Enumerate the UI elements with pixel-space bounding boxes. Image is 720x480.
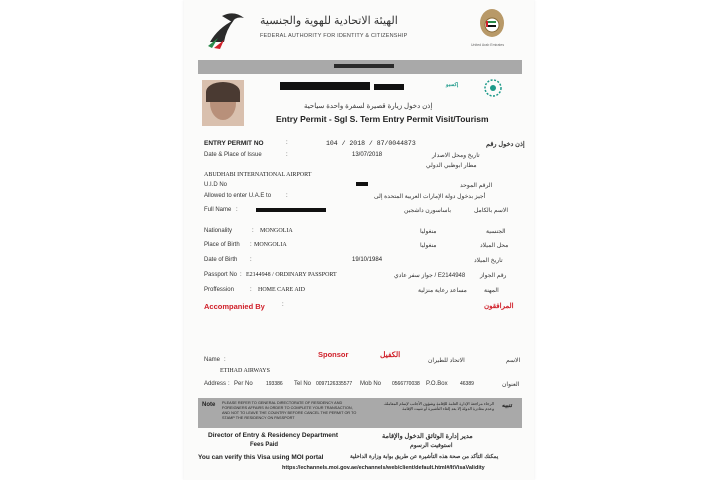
permit-no-label-arabic: إذن دخول رقم <box>486 141 525 148</box>
expo-flower-icon <box>484 79 502 97</box>
fees-paid-arabic: استوفيت الرسوم <box>410 443 453 449</box>
nationality-value: MONGOLIA <box>260 228 293 234</box>
applicant-photo <box>202 80 244 126</box>
issue-label-arabic: تاريخ ومحل الاصدار <box>432 153 480 159</box>
sponsor-title: Sponsor <box>318 350 349 359</box>
airport-value: ABUDHABI INTERNATIONAL AIRPORT <box>204 172 312 178</box>
sponsor-name-value: ETIHAD AIRWAYS <box>220 368 270 374</box>
uid-label-arabic: الرقم الموحد <box>460 183 493 189</box>
per-no-label: Per No <box>234 381 253 387</box>
director-title-arabic: مدير إدارة الوثائق الدخول والإقامة <box>382 433 473 440</box>
pob-value: MONGOLIA <box>254 242 287 248</box>
nationality-label-arabic: الجنسية <box>486 229 506 235</box>
profession-value-arabic: مساعد رعاية منزلية <box>418 288 467 294</box>
permit-document: الهيئة الاتحادية للهوية والجنسية FEDERAL AUTHORITY FOR IDENTITY & CITIZENSHIP United Arab Emirates إكسبو إذن دخول زيارة قصيرة لسفرة واحدة سياحية Entry Permit - Sgl S. Term Entry Permit Visit/Tourism ENTRY PERMIT NO : 104 / 2018 / 87/0044873 إذن دخول رقم Date & Place of Issue : 13/07/2018 تاريخ ومحل الاصدار مطار ابوظبي الدولي ABUDHABI INTERNATIONAL AIRPORT U.I.D No الرقم الموحد Allowed to enter U.A.E to : أجيز بدخول دولة الإمارات العربية المتحدة إلى Full Name : باساسورن داشجين الاسم بالكامل Nationality : MONGOLIA منغوليا الجنسية Place of Birth : MONGOLIA منغوليا محل الميلاد Date of Birth : 19/10/1984 تاريخ الميلاد Passport No : E2144948 / ORDINARY PASSPORT E2144948 / جواز سفر عادي رقم الجواز Proffession : HOME CARE AID مساعد رعاية منزلية المهنة Accompanied By : المرافقون Sponsor الكفيل Name : الاتحاد للطيران الاسم ETIHAD AIRWAYS Address : Per No 193386 Tel No 0097126335577 Mob No 0566770038 P.O.Box 46389 العنوان Note PLEASE REFER TO GENERAL DIRECTORATE OF RESIDENCY AND FOREIGNERS AFFAIRS IN ORDER TO COMPLETE YOUR TRANSACTION, AND NOT TO LEAVE THE COUNTRY BEFORE CANCEL THE PERMIT OR TO STAMP THE RESIDENCY ON PASSPORT الرجاء مراجعة الإدارة العامة للإقامة وشؤون الأجانب لإتمام المعاملة، وعدم مغادرة الدولة إلا بعد إلغاء التأشيرة أو تثبيت الإقامة تنبيه Director of Entry & Residency Department مدير إدارة الوثائق الدخول والإقامة Fees Paid استوفيت الرسوم You can verify this Visa using MOI portal يمكنك التأكد من صحة هذه التأشيرة عن طريق بوابة وزارة الداخلية https://echannels.moi.gov.ae/echannels/web/client/default.html#/ItVisaValidity <box>184 0 534 480</box>
redacted-barcode <box>374 84 404 90</box>
permit-no-label: ENTRY PERMIT NO <box>204 140 264 147</box>
permit-title-english: Entry Permit - Sgl S. Term Entry Permit Visit/Tourism <box>276 114 489 124</box>
mob-no-value: 0566770038 <box>392 381 420 387</box>
redacted-uid <box>356 182 368 186</box>
passport-label: Passport No <box>204 272 238 278</box>
issue-value-arabic: مطار ابوظبي الدولي <box>426 163 477 169</box>
permit-no-value: 104 / 2018 / 87/0044873 <box>326 140 416 147</box>
uid-label: U.I.D No <box>204 182 228 188</box>
fees-paid: Fees Paid <box>250 442 279 448</box>
address-label-arabic: العنوان <box>502 382 520 388</box>
verify-text: You can verify this Visa using MOI portal <box>198 454 324 461</box>
per-no-value: 193386 <box>266 381 283 387</box>
pobox-value: 46389 <box>460 381 474 387</box>
moi-portal-link[interactable]: https://echannels.moi.gov.ae/echannels/web/client/default.html#/ItVisaValidity <box>282 465 485 471</box>
emblem-caption: United Arab Emirates <box>471 43 505 47</box>
address-label: Address <box>204 381 227 387</box>
note-label-arabic: تنبيه <box>502 403 513 409</box>
profession-label: Proffession <box>204 287 234 293</box>
echannel-logo: إكسبو <box>446 82 459 88</box>
pob-label: Place of Birth <box>204 242 240 248</box>
note-label: Note <box>202 402 216 408</box>
nationality-value-arabic: منغوليا <box>420 229 437 235</box>
org-name-english: FEDERAL AUTHORITY FOR IDENTITY & CITIZENSHIP <box>260 33 408 39</box>
issue-label: Date & Place of Issue <box>204 152 262 158</box>
verify-text-arabic: يمكنك التأكد من صحة هذه التأشيرة عن طريق بوابة وزارة الداخلية <box>350 454 499 460</box>
sponsor-title-arabic: الكفيل <box>380 350 401 359</box>
redacted-name <box>256 208 326 212</box>
tel-no-value: 0097126335577 <box>316 381 353 387</box>
dob-value: 19/10/1984 <box>352 257 383 263</box>
allowed-label-arabic: أجيز بدخول دولة الإمارات العربية المتحدة إلى <box>374 194 486 200</box>
pobox-label: P.O.Box <box>426 381 448 387</box>
accompanied-label-arabic: المرافقون <box>484 303 514 310</box>
profession-label-arabic: المهنة <box>484 288 499 294</box>
org-name-arabic: الهيئة الاتحادية للهوية والجنسية <box>260 15 398 27</box>
dob-label-arabic: تاريخ الميلاد <box>474 258 503 264</box>
uae-emblem-icon <box>474 6 510 42</box>
permit-title-arabic: إذن دخول زيارة قصيرة لسفرة واحدة سياحية <box>304 103 433 110</box>
falcon-logo <box>204 8 254 50</box>
sponsor-name-label: Name <box>204 357 221 363</box>
passport-value-arabic: E2144948 / جواز سفر عادي <box>394 273 466 279</box>
fullname-label-arabic: الاسم بالكامل <box>474 208 509 214</box>
nationality-label: Nationality <box>204 228 233 234</box>
allowed-label: Allowed to enter U.A.E to <box>204 193 272 199</box>
redacted-strip-text <box>334 64 394 68</box>
pob-value-arabic: منغوليا <box>420 243 437 249</box>
mob-no-label: Mob No <box>360 381 382 387</box>
redacted-barcode <box>280 82 370 90</box>
pob-label-arabic: محل الميلاد <box>480 243 509 249</box>
sponsor-name-label-arabic: الاسم <box>506 358 521 364</box>
tel-no-label: Tel No <box>294 381 312 387</box>
passport-label-arabic: رقم الجواز <box>480 273 507 279</box>
director-title: Director of Entry & Residency Department <box>208 432 339 439</box>
dob-label: Date of Birth <box>204 257 238 263</box>
sponsor-name-arabic: الاتحاد للطيران <box>428 358 465 364</box>
note-text-arabic: الرجاء مراجعة الإدارة العامة للإقامة وشؤون الأجانب لإتمام المعاملة، وعدم مغادرة الدولة إلا بعد إلغاء التأشيرة أو تثبيت الإقامة <box>383 401 494 411</box>
profession-value: HOME CARE AID <box>258 287 306 293</box>
issue-value: 13/07/2018 <box>352 152 383 158</box>
fullname-label: Full Name <box>204 207 232 213</box>
accompanied-label: Accompanied By <box>204 302 265 311</box>
fullname-value-arabic: باساسورن داشجين <box>404 208 452 214</box>
passport-value: E2144948 / ORDINARY PASSPORT <box>246 272 337 278</box>
note-text: PLEASE REFER TO GENERAL DIRECTORATE OF RESIDENCY AND FOREIGNERS AFFAIRS IN ORDER TO COMPLETE YOUR TRANSACTION, AND NOT TO LEAVE THE COUNTRY BEFORE CANCEL THE PERMIT OR TO STAMP THE RESIDENCY ON PASSPORT <box>222 401 357 420</box>
